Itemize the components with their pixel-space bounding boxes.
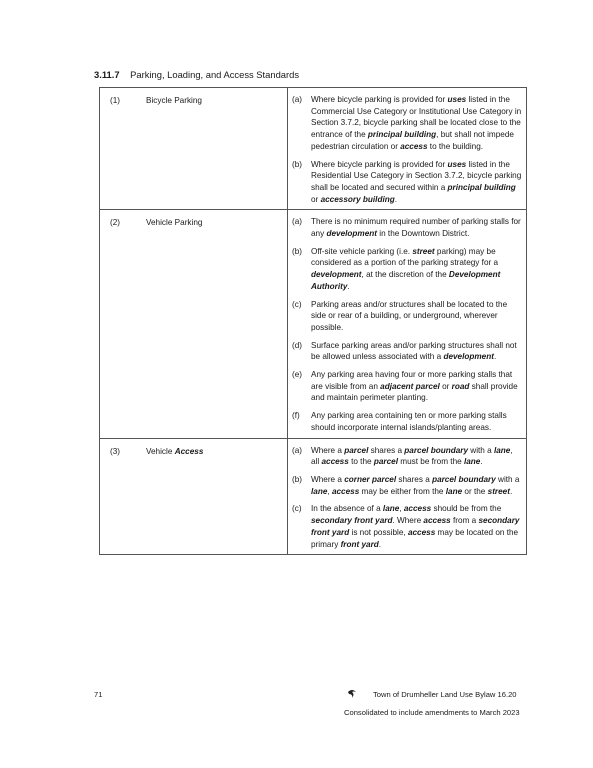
defined-term: adjacent parcel [380, 381, 440, 391]
item-letter: (f) [292, 411, 300, 421]
text-run: Where a [311, 445, 345, 455]
text-run: or the [462, 486, 488, 496]
standard-items-cell [288, 438, 527, 555]
text-run: is not possible, [349, 527, 408, 537]
section-title: Parking, Loading, and Access Standards [130, 69, 300, 80]
standard-items-cell [288, 88, 527, 210]
text-run: , but shall not impede pedestrian circulation or [311, 130, 514, 151]
text-run: Where bicycle parking is provided for [311, 159, 448, 169]
defined-term: street [412, 246, 435, 256]
list-item [292, 94, 522, 153]
text-run: Any parking area having four or more parking stalls that are visible from an [311, 370, 513, 391]
text-run: Off-site vehicle parking (i.e. [311, 246, 413, 256]
footer-subtitle: Consolidated to include amendments to March 2023 [344, 708, 520, 717]
text-run: in the Downtown District. [377, 229, 470, 239]
row-topic [146, 96, 202, 105]
text-run: In the absence of a [311, 504, 383, 514]
text-run: or [439, 381, 452, 391]
text-run: Vehicle [146, 446, 175, 456]
town-logo-icon [346, 688, 358, 700]
defined-term: principal building [447, 182, 516, 192]
item-text [311, 299, 522, 334]
text-run: Where a [311, 474, 345, 484]
text-run: , at the discretion of the [361, 270, 449, 280]
text-run: , all [311, 445, 513, 467]
defined-term: access [331, 486, 360, 496]
list-item [292, 159, 522, 206]
list-item [292, 340, 522, 363]
text-run: or [311, 194, 321, 204]
row-number: (3) [110, 446, 121, 456]
item-text [311, 503, 522, 550]
text-run: parking) may be considered as a portion of the parking strategy for a [311, 246, 499, 268]
defined-term: Development Authority [311, 270, 501, 291]
text-run: Surface parking areas and/or parking structures shall not be allowed unless associated with a [311, 340, 517, 362]
table-row [100, 438, 527, 555]
defined-term: road [451, 381, 470, 391]
row-topic [146, 218, 202, 227]
text-run: listed in the Commercial Use Category or Institutional Use Category in Section 3.7.2, bicycle parking shall be located close to the entrance of the [311, 95, 522, 140]
text-run: listed in the Residential Use Category in Section 3.7.2, bicycle parking shall be located and secured within a [311, 159, 522, 192]
item-text [311, 340, 522, 363]
text-run: , [399, 504, 404, 514]
list-item [292, 299, 522, 334]
text-run: , [327, 486, 332, 496]
item-letter: (b) [292, 246, 303, 256]
item-text [311, 410, 522, 433]
list-item [292, 474, 522, 497]
defined-term: secondary front yard [311, 516, 520, 537]
defined-term: access [407, 527, 436, 537]
defined-term: street [487, 486, 510, 496]
defined-term: uses [447, 95, 467, 104]
defined-term: access [423, 516, 451, 526]
page-number: 71 [94, 690, 103, 699]
text-run: Where bicycle parking is provided for [311, 95, 448, 104]
item-text [311, 445, 522, 468]
row-number: (2) [110, 218, 121, 228]
text-run: shares a [396, 474, 433, 484]
item-text [311, 94, 522, 153]
text-run: should be from the [431, 504, 502, 514]
defined-term: accessory building [320, 194, 395, 204]
row-topic [146, 447, 203, 456]
defined-term: development [311, 270, 362, 280]
item-letter: (a) [292, 445, 303, 455]
item-text [311, 246, 522, 293]
defined-term: uses [447, 159, 467, 169]
text-run: . [378, 539, 382, 549]
defined-term: lane [311, 486, 328, 496]
defined-term: lane [463, 457, 481, 467]
text-run: may be either from the [359, 486, 446, 496]
item-text [311, 369, 522, 404]
defined-term: lane [382, 504, 400, 514]
item-letter: (c) [292, 299, 302, 309]
text-run: . [509, 486, 513, 496]
section-heading [94, 69, 299, 80]
text-run: Vehicle Parking [146, 218, 203, 228]
item-letter: (d) [292, 340, 303, 350]
defined-term: access [400, 141, 428, 151]
defined-term: front yard [340, 539, 379, 549]
defined-term: parcel boundary [404, 445, 468, 455]
text-run: to the [348, 457, 374, 467]
defined-term: parcel boundary [432, 474, 496, 484]
row-number: (1) [110, 96, 121, 105]
item-text [311, 474, 522, 497]
defined-term: lane [445, 486, 463, 496]
standard-topic-cell [100, 438, 288, 555]
text-run: must be from the [397, 457, 464, 467]
list-item [292, 503, 522, 550]
text-run: . [394, 194, 398, 204]
text-run: There is no minimum required number of parking stalls for any [311, 217, 521, 239]
standard-items-cell [288, 210, 527, 438]
defined-term: corner parcel [344, 474, 397, 484]
list-item [292, 410, 522, 433]
footer-title: Town of Drumheller Land Use Bylaw 16.20 [373, 690, 517, 699]
table-row [100, 210, 527, 438]
standard-topic-cell [100, 210, 288, 438]
defined-term: Access [174, 446, 204, 456]
list-item [292, 216, 522, 239]
defined-term: lane [493, 445, 511, 455]
text-run: . [347, 281, 350, 291]
item-letter: (a) [292, 217, 303, 227]
defined-term: parcel [373, 457, 398, 467]
text-run: with a [468, 445, 494, 455]
text-run: from a [450, 516, 479, 526]
defined-term: parcel [344, 445, 369, 455]
defined-term: development [443, 352, 494, 362]
defined-term: principal building [367, 130, 437, 140]
item-letter: (a) [292, 95, 303, 104]
text-run: . Where [392, 516, 424, 526]
text-run: . [480, 457, 483, 467]
item-letter: (b) [292, 474, 303, 484]
text-run: Bicycle Parking [146, 96, 202, 105]
text-run: to the building. [427, 141, 484, 151]
defined-term: access [403, 504, 432, 514]
item-letter: (c) [292, 504, 302, 514]
table-row [100, 88, 527, 210]
text-run: Any parking area containing ten or more parking stalls should incorporate internal islands/planting areas. [311, 411, 507, 432]
defined-term: access [321, 457, 349, 467]
defined-term: secondary front yard [311, 516, 393, 526]
section-number: 3.11.7 [94, 69, 120, 80]
text-run: with a [495, 474, 520, 484]
item-text [311, 216, 522, 239]
item-text [311, 159, 522, 206]
list-item [292, 246, 522, 293]
standard-topic-cell [100, 88, 288, 210]
list-item [292, 445, 522, 468]
standards-table [99, 87, 527, 555]
defined-term: development [326, 229, 377, 239]
text-run: shares a [368, 445, 405, 455]
text-run: Parking areas and/or structures shall be located to the side or rear of a building, or underground, wherever possible. [311, 299, 508, 332]
text-run: . [493, 352, 497, 362]
text-run: shall provide and maintain perimeter planting. [311, 381, 518, 403]
item-letter: (e) [292, 370, 303, 380]
text-run: may be located on the primary [311, 527, 519, 549]
item-letter: (b) [292, 159, 303, 169]
list-item [292, 369, 522, 404]
